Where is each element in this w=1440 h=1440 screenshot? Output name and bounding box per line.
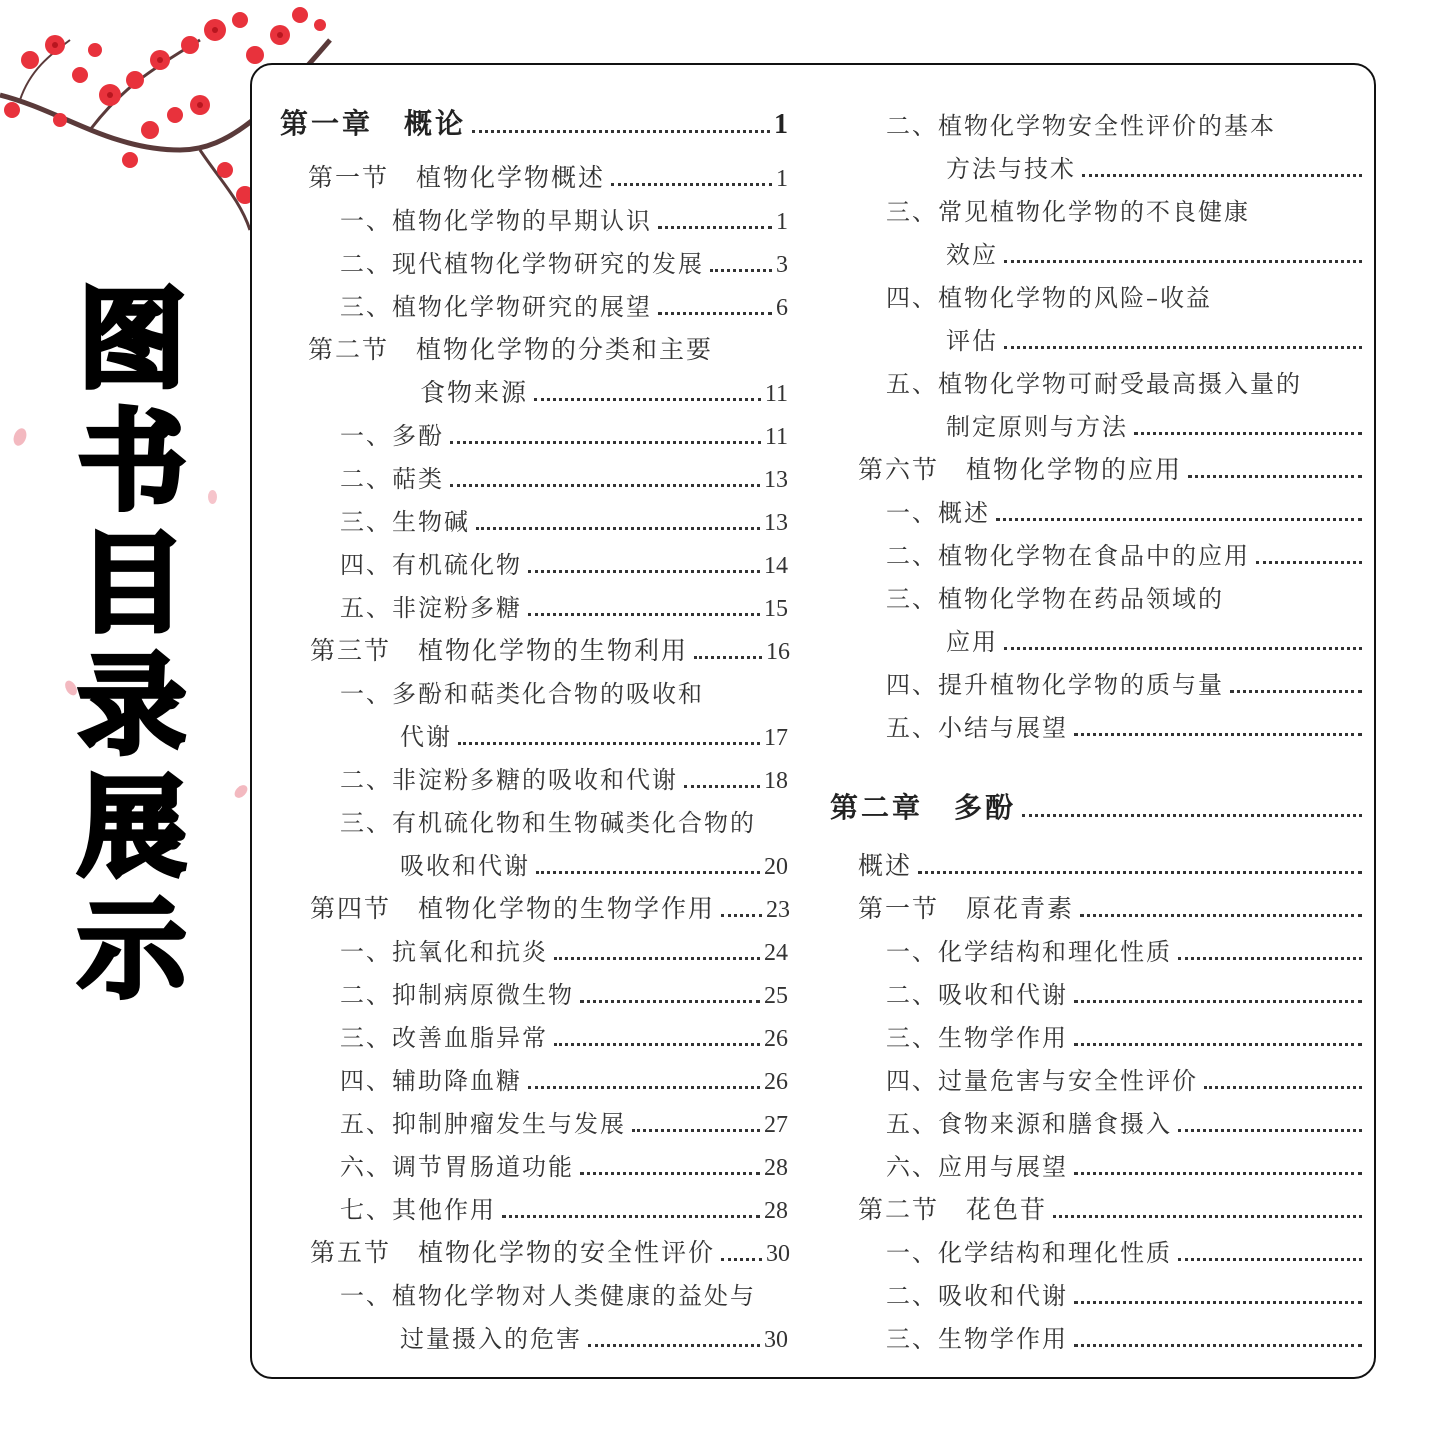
toc-entry-text: 四、辅助降血糖 — [340, 1067, 522, 1095]
toc-page-number: 30 — [764, 1327, 788, 1353]
dot-leader — [721, 914, 762, 917]
toc-item — [886, 498, 1366, 528]
toc-entry-text: 二、萜类 — [340, 465, 444, 493]
toc-page — [250, 63, 1376, 1379]
toc-page-number: 28 — [764, 1155, 788, 1181]
toc-entry-text: 五、植物化学物可耐受最高摄入量的 — [886, 370, 1302, 398]
toc-item — [946, 412, 1366, 442]
dot-leader — [1178, 1258, 1362, 1261]
toc-item — [340, 593, 788, 624]
toc-page-number: 1 — [774, 109, 788, 140]
banner-char: 目 — [77, 522, 186, 647]
toc-page-number: 15 — [764, 596, 788, 622]
dot-leader — [632, 1129, 760, 1132]
dot-leader — [1074, 1000, 1362, 1003]
toc-entry-text: 方法与技术 — [946, 155, 1076, 183]
dot-leader — [1004, 647, 1362, 650]
toc-entry-text: 一、化学结构和理化性质 — [886, 938, 1172, 966]
falling-petal — [208, 490, 217, 504]
dot-leader — [476, 527, 760, 530]
toc-section — [858, 894, 1366, 924]
dot-leader — [658, 226, 772, 229]
toc-entry-text: 四、植物化学物的风险–收益 — [886, 284, 1212, 312]
toc-page-number: 11 — [764, 381, 788, 407]
dot-leader — [1053, 1215, 1362, 1218]
banner-char: 图 — [77, 278, 186, 403]
toc-page-number: 17 — [764, 725, 788, 751]
toc-entry-text: 第二节 植物化学物的分类和主要 — [308, 335, 714, 364]
toc-entry-text: 第一节 原花青素 — [858, 894, 1075, 923]
toc-entry-text: 制定原则与方法 — [946, 413, 1128, 441]
toc-item — [340, 1066, 788, 1097]
dot-leader — [458, 742, 760, 745]
toc-item — [946, 240, 1366, 270]
toc-item — [886, 1324, 1366, 1354]
toc-item — [340, 937, 788, 968]
toc-page-number: 20 — [764, 854, 788, 880]
toc-item — [946, 326, 1366, 356]
toc-entry-text: 五、非淀粉多糖 — [340, 594, 522, 622]
toc-item — [340, 1023, 788, 1054]
dot-leader — [1256, 561, 1362, 564]
dot-leader — [684, 785, 760, 788]
toc-page-number: 6 — [776, 295, 788, 321]
toc-entry-text: 七、其他作用 — [340, 1196, 496, 1224]
banner-char: 书 — [77, 400, 186, 525]
toc-section — [310, 636, 790, 667]
toc-page-number: 23 — [766, 897, 790, 923]
toc-section — [310, 894, 790, 925]
dot-leader — [1074, 1344, 1362, 1347]
toc-item — [340, 550, 788, 581]
toc-entry-text: 五、食物来源和膳食摄入 — [886, 1110, 1172, 1138]
toc-page-number: 26 — [764, 1026, 788, 1052]
dot-leader — [1074, 1301, 1362, 1304]
toc-entry-text: 效应 — [946, 241, 998, 269]
toc-item — [400, 851, 788, 882]
toc-item — [340, 292, 788, 323]
toc-item — [340, 1152, 788, 1183]
toc-item — [886, 713, 1366, 743]
dot-leader — [1134, 432, 1362, 435]
toc-item — [886, 1023, 1366, 1053]
toc-item — [946, 627, 1366, 657]
toc-item — [340, 421, 788, 452]
toc-entry-text: 第二章 多酚 — [830, 791, 1017, 824]
toc-entry-text: 过量摄入的危害 — [400, 1325, 582, 1353]
dot-leader — [554, 1043, 760, 1046]
toc-page-number: 30 — [766, 1241, 790, 1267]
toc-item — [340, 464, 788, 495]
toc-entry-text: 一、概述 — [886, 499, 990, 527]
toc-item — [886, 369, 1366, 399]
toc-entry-text: 三、常见植物化学物的不良健康 — [886, 198, 1250, 226]
dot-leader — [1204, 1086, 1362, 1089]
dot-leader — [528, 613, 760, 616]
dot-leader — [528, 570, 760, 573]
banner-char: 示 — [77, 888, 186, 1013]
toc-item — [340, 980, 788, 1011]
toc-page-number: 1 — [776, 209, 788, 235]
toc-page-number: 26 — [764, 1069, 788, 1095]
dot-leader — [1022, 814, 1362, 817]
toc-section — [858, 1195, 1366, 1225]
toc-item — [340, 1195, 788, 1226]
toc-page-number: 18 — [764, 768, 788, 794]
toc-entry-text: 概述 — [858, 851, 913, 880]
dot-leader — [1178, 957, 1362, 960]
toc-item — [886, 980, 1366, 1010]
toc-item — [886, 670, 1366, 700]
toc-entry-text: 三、有机硫化物和生物碱类化合物的 — [340, 809, 756, 837]
toc-page-number: 25 — [764, 983, 788, 1009]
toc-page-number: 1 — [776, 166, 788, 192]
toc-entry-text: 一、多酚 — [340, 422, 444, 450]
dot-leader — [1188, 475, 1362, 478]
toc-entry-text: 一、植物化学物对人类健康的益处与 — [340, 1282, 756, 1310]
dot-leader — [996, 518, 1362, 521]
toc-entry-text: 第五节 植物化学物的安全性评价 — [310, 1238, 716, 1267]
dot-leader — [580, 1172, 760, 1175]
dot-leader — [721, 1258, 762, 1261]
toc-item — [400, 722, 788, 753]
toc-entry-text: 第一章 概论 — [280, 107, 467, 140]
dot-leader — [1074, 733, 1362, 736]
toc-item — [886, 584, 1366, 614]
toc-item — [340, 765, 788, 796]
toc-item — [886, 1066, 1366, 1096]
toc-entry-text: 三、植物化学物研究的展望 — [340, 293, 652, 321]
toc-entry-text: 三、生物学作用 — [886, 1024, 1068, 1052]
toc-entry-text: 一、植物化学物的早期认识 — [340, 207, 652, 235]
toc-entry-text: 第三节 植物化学物的生物利用 — [310, 636, 689, 665]
toc-entry-text: 二、抑制病原微生物 — [340, 981, 574, 1009]
toc-entry-text: 食物来源 — [420, 378, 529, 407]
toc-item — [886, 937, 1366, 967]
toc-entry-text: 一、化学结构和理化性质 — [886, 1239, 1172, 1267]
dot-leader — [588, 1344, 760, 1347]
toc-item — [886, 197, 1366, 227]
dot-leader — [1074, 1172, 1362, 1175]
toc-item — [400, 1324, 788, 1355]
toc-entry-text: 六、应用与展望 — [886, 1153, 1068, 1181]
toc-item — [886, 1109, 1366, 1139]
toc-entry-text: 二、吸收和代谢 — [886, 1282, 1068, 1310]
toc-item — [886, 1281, 1366, 1311]
toc-entry-text: 三、生物碱 — [340, 508, 470, 536]
dot-leader — [694, 656, 762, 659]
falling-petal — [232, 783, 250, 801]
dot-leader — [502, 1215, 760, 1218]
toc-section — [308, 335, 788, 365]
banner-char: 展 — [77, 766, 186, 891]
toc-page-number: 3 — [776, 252, 788, 278]
toc-entry-text: 三、植物化学物在药品领域的 — [886, 585, 1224, 613]
dot-leader — [1230, 690, 1362, 693]
dot-leader — [1082, 174, 1362, 177]
toc-entry-text: 四、提升植物化学物的质与量 — [886, 671, 1224, 699]
toc-page-number: 27 — [764, 1112, 788, 1138]
toc-entry-text: 第一节 植物化学物概述 — [308, 163, 606, 192]
toc-chapter — [830, 793, 1366, 824]
toc-entry-text: 二、吸收和代谢 — [886, 981, 1068, 1009]
toc-section — [858, 455, 1366, 485]
toc-item — [886, 541, 1366, 571]
dot-leader — [554, 957, 760, 960]
toc-section — [310, 1238, 790, 1269]
toc-entry-text: 第二节 花色苷 — [858, 1195, 1048, 1224]
toc-entry-text: 二、植物化学物安全性评价的基本 — [886, 112, 1276, 140]
toc-entry-text: 一、抗氧化和抗炎 — [340, 938, 548, 966]
toc-item — [946, 154, 1366, 184]
toc-entry-text: 应用 — [946, 628, 998, 656]
dot-leader — [450, 441, 761, 444]
dot-leader — [450, 484, 760, 487]
dot-leader — [658, 312, 772, 315]
dot-leader — [611, 183, 772, 186]
dot-leader — [536, 871, 760, 874]
toc-item — [886, 111, 1366, 141]
toc-item — [340, 1281, 788, 1311]
toc-page-number: 14 — [764, 553, 788, 579]
toc-item — [340, 507, 788, 538]
dot-leader — [1004, 346, 1362, 349]
toc-entry-text: 吸收和代谢 — [400, 852, 530, 880]
dot-leader — [580, 1000, 760, 1003]
toc-entry-text: 三、生物学作用 — [886, 1325, 1068, 1353]
toc-entry-text: 四、有机硫化物 — [340, 551, 522, 579]
toc-item — [340, 1109, 788, 1140]
toc-entry-text: 一、多酚和萜类化合物的吸收和 — [340, 680, 704, 708]
toc-section — [420, 378, 788, 409]
toc-entry-text: 二、现代植物化学物研究的发展 — [340, 250, 704, 278]
dot-leader — [1074, 1043, 1362, 1046]
toc-chapter — [280, 109, 788, 140]
dot-leader — [472, 130, 770, 133]
toc-item — [886, 1152, 1366, 1182]
toc-entry-text: 第六节 植物化学物的应用 — [858, 455, 1183, 484]
toc-section — [308, 163, 788, 194]
toc-entry-text: 第四节 植物化学物的生物学作用 — [310, 894, 716, 923]
toc-page-number: 28 — [764, 1198, 788, 1224]
banner-title — [72, 280, 192, 1012]
dot-leader — [528, 1086, 760, 1089]
falling-petal — [11, 426, 28, 447]
toc-item — [340, 206, 788, 237]
toc-page-number: 13 — [764, 510, 788, 536]
toc-section — [858, 851, 1366, 881]
toc-item — [340, 249, 788, 280]
toc-page-number: 13 — [764, 467, 788, 493]
toc-page-number: 11 — [764, 424, 788, 450]
toc-entry-text: 代谢 — [400, 723, 452, 751]
dot-leader — [1080, 914, 1362, 917]
toc-item — [340, 679, 788, 709]
toc-entry-text: 六、调节胃肠道功能 — [340, 1153, 574, 1181]
toc-entry-text: 二、非淀粉多糖的吸收和代谢 — [340, 766, 678, 794]
banner-char: 录 — [77, 644, 186, 769]
toc-entry-text: 二、植物化学物在食品中的应用 — [886, 542, 1250, 570]
toc-item — [886, 283, 1366, 313]
toc-entry-text: 评估 — [946, 327, 998, 355]
toc-entry-text: 三、改善血脂异常 — [340, 1024, 548, 1052]
dot-leader — [534, 398, 761, 401]
toc-item — [340, 808, 788, 838]
toc-item — [886, 1238, 1366, 1268]
toc-page-number: 24 — [764, 940, 788, 966]
dot-leader — [710, 269, 772, 272]
dot-leader — [1178, 1129, 1362, 1132]
dot-leader — [918, 871, 1362, 874]
toc-entry-text: 五、抑制肿瘤发生与发展 — [340, 1110, 626, 1138]
toc-page-number: 16 — [766, 639, 790, 665]
toc-entry-text: 五、小结与展望 — [886, 714, 1068, 742]
toc-entry-text: 四、过量危害与安全性评价 — [886, 1067, 1198, 1095]
dot-leader — [1004, 260, 1362, 263]
